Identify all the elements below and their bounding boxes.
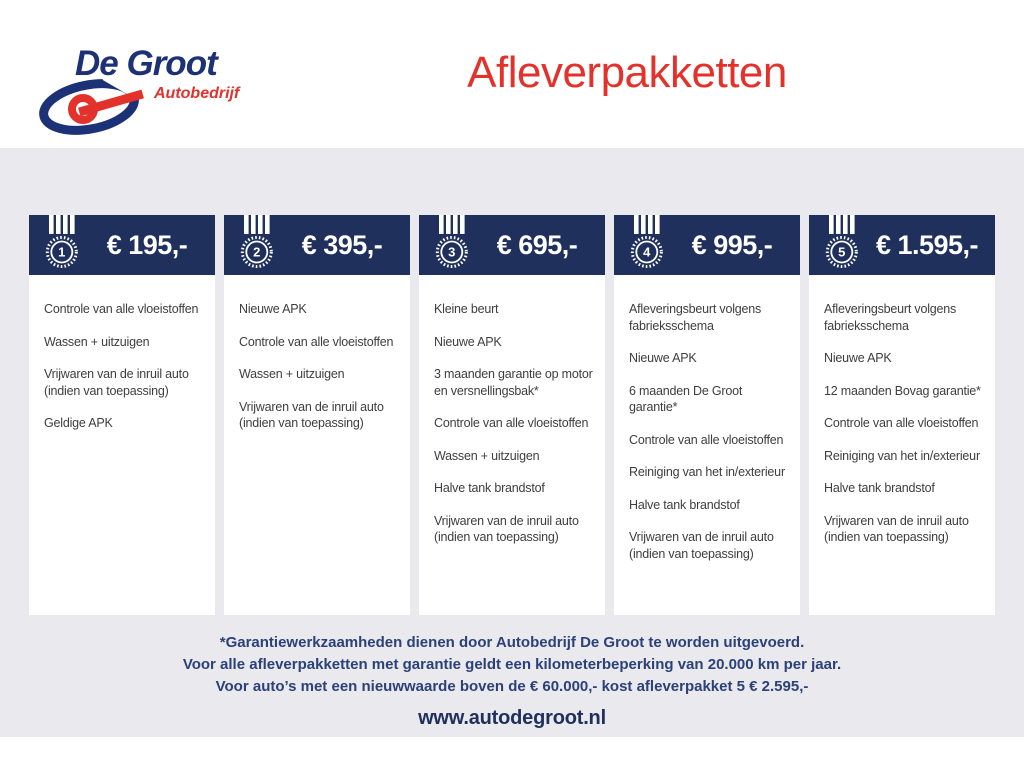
package-item: Kleine beurt	[434, 302, 499, 316]
package-price: € 995,-	[691, 229, 773, 260]
medal-number: 4	[643, 244, 651, 260]
package-item: 3 maanden garantie op motor en versnellingsbak*	[434, 367, 593, 398]
package-item: Nieuwe APK	[239, 302, 307, 316]
package-item: Controle van alle vloeistoffen	[824, 416, 979, 430]
footnotes	[0, 632, 1024, 698]
package-header-1	[29, 215, 215, 275]
package-body-5	[809, 275, 995, 615]
package-item-list	[824, 301, 989, 546]
medal-1-icon	[39, 215, 85, 272]
footnote-line-2: Voor alle afleverpakketten met garantie geldt een kilometerbeperking van 20.000 km per jaar.	[182, 656, 842, 673]
package-price: € 395,-	[301, 229, 383, 260]
package-columns	[29, 215, 995, 615]
package-item: Nieuwe APK	[824, 351, 892, 365]
package-item: Halve tank brandstof	[824, 481, 935, 495]
package-item: Wassen + uitzuigen	[44, 334, 150, 349]
package-item-list	[629, 301, 794, 562]
package-item: 6 maanden De Groot garantie*	[629, 383, 743, 414]
package-item: Reiniging van het in/exterieur	[629, 465, 785, 479]
package-item: Controle van alle vloeistoffen	[434, 416, 589, 430]
medal-number: 1	[58, 244, 66, 260]
package-body-3	[419, 275, 605, 615]
package-card-2	[224, 215, 410, 615]
package-item: Halve tank brandstof	[629, 497, 740, 512]
medal-number: 3	[448, 244, 456, 260]
content-area	[0, 148, 1024, 737]
footnote-line-1: *Garantiewerkzaamheden dienen door Autobedrijf De Groot te worden uitgevoerd.	[219, 634, 805, 651]
package-body-1	[29, 275, 215, 615]
package-item-list	[434, 301, 599, 546]
package-item: Nieuwe APK	[434, 334, 502, 349]
package-item: Vrijwaren van de inruil auto (indien van toepassing)	[44, 367, 189, 398]
medal-4-icon	[624, 215, 670, 272]
package-item: Nieuwe APK	[629, 351, 697, 365]
package-item: Reiniging van het in/exterieur	[824, 448, 980, 463]
package-price: € 1.595,-	[875, 229, 979, 260]
bottom-margin	[0, 737, 1024, 768]
medal-number: 5	[838, 244, 846, 260]
package-item-list	[239, 301, 404, 432]
package-card-5	[809, 215, 995, 615]
logo-subtitle: Autobedrijf	[154, 85, 240, 102]
package-item: Halve tank brandstof	[434, 481, 545, 495]
medal-5-icon	[819, 215, 865, 272]
package-header-5	[809, 215, 995, 275]
package-item: Controle van alle vloeistoffen	[239, 334, 394, 349]
package-price: € 195,-	[106, 229, 188, 260]
package-item: Controle van alle vloeistoffen	[629, 432, 784, 447]
company-logo	[38, 42, 253, 140]
package-item: Wassen + uitzuigen	[239, 367, 345, 381]
package-item: Afleveringsbeurt volgens fabrieksschema	[824, 302, 957, 333]
package-item: Geldige APK	[44, 416, 113, 430]
package-card-3	[419, 215, 605, 615]
package-item-list	[44, 301, 209, 432]
website-url: www.autodegroot.nl	[418, 707, 606, 729]
header	[0, 0, 1024, 148]
package-item: Afleveringsbeurt volgens fabrieksschema	[629, 302, 762, 333]
package-header-4	[614, 215, 800, 275]
package-item: Vrijwaren van de inruil auto (indien van toepassing)	[629, 530, 774, 561]
package-item: Vrijwaren van de inruil auto (indien van toepassing)	[239, 399, 384, 430]
logo-swoosh-icon	[34, 75, 152, 137]
footnote-line-3: Voor auto’s met een nieuwwaarde boven de € 60.000,- kost afleverpakket 5 € 2.595,-	[215, 678, 809, 695]
logo-name: De Groot	[75, 44, 217, 83]
medal-2-icon	[234, 215, 280, 272]
package-item: Vrijwaren van de inruil auto (indien van toepassing)	[434, 513, 579, 544]
package-body-2	[224, 275, 410, 615]
package-body-4	[614, 275, 800, 615]
package-item: Controle van alle vloeistoffen	[44, 302, 199, 316]
package-item: Wassen + uitzuigen	[434, 448, 540, 463]
package-card-1	[29, 215, 215, 615]
package-price: € 695,-	[496, 229, 578, 260]
package-card-4	[614, 215, 800, 615]
page-title: Afleverpakketten	[467, 48, 787, 97]
medal-3-icon	[429, 215, 475, 272]
package-item: Vrijwaren van de inruil auto (indien van toepassing)	[824, 513, 969, 544]
package-header-2	[224, 215, 410, 275]
package-header-3	[419, 215, 605, 275]
medal-number: 2	[253, 244, 261, 260]
package-item: 12 maanden Bovag garantie*	[824, 383, 981, 398]
